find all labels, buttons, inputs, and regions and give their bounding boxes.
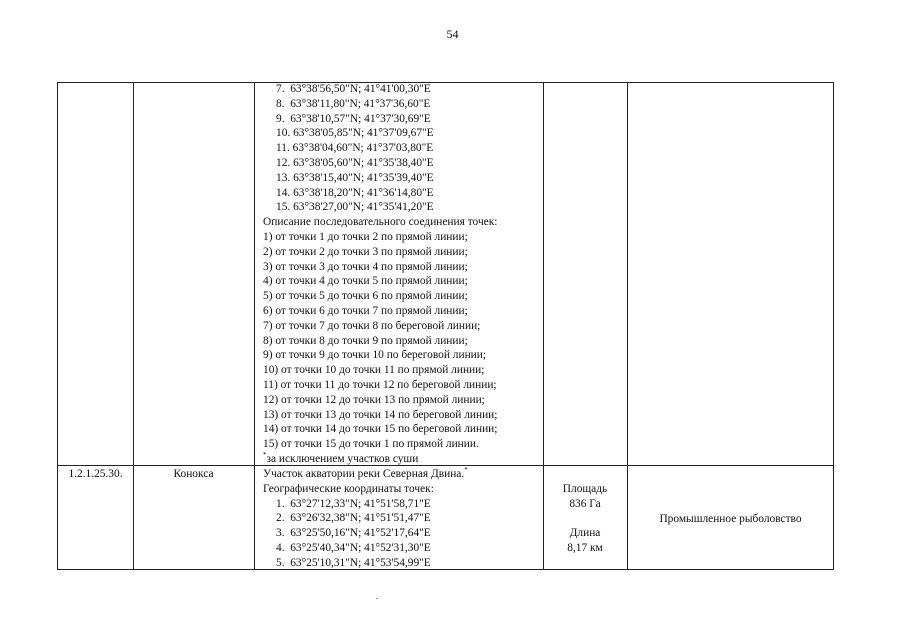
connection-line: 1) от точки 1 до точки 2 по прямой линии;: [263, 230, 468, 243]
connection-line: 9) от точки 9 до точки 10 по береговой линии;: [263, 349, 487, 362]
footnote-text: за исключением участков суши: [266, 452, 419, 465]
column-divider: [133, 83, 134, 569]
area-value: 836 Га: [569, 497, 601, 510]
coords-title: Географические координаты точек:: [263, 482, 434, 495]
length-value: 8,17 км: [567, 542, 603, 555]
coordinate-line: 2. 63°26'32,38"N; 41°51'51,47"E: [276, 512, 431, 525]
connection-line: 5) от точки 5 до точки 6 по прямой линии;: [263, 290, 468, 303]
length-label: Длина: [569, 527, 601, 540]
connection-line: 12) от точки 12 до точки 13 по прямой линии;: [263, 393, 485, 406]
coordinate-line: 1. 63°27'12,33"N; 41°51'58,71"E: [276, 497, 431, 510]
description-title: Описание последовательного соединения точек:: [263, 216, 498, 229]
scan-speck: [376, 598, 378, 599]
coordinate-line: 15. 63°38'27,00"N; 41°35'41,20"E: [276, 201, 434, 214]
connection-line: 14) от точки 14 до точки 15 по береговой линии;: [263, 423, 498, 436]
connection-line: 6) от точки 6 до точки 7 по прямой линии;: [263, 304, 468, 317]
connection-line: 13) от точки 13 до точки 14 по береговой линии;: [263, 408, 498, 421]
connection-line: 10) от точки 10 до точки 11 по прямой линии;: [263, 364, 485, 377]
coordinate-line: 9. 63°38'10,57"N; 41°37'30,69"E: [276, 112, 431, 125]
row2-description-cell: [263, 467, 468, 571]
area-title-mark: *: [464, 466, 468, 475]
row2-usage: Промышленное рыболовство: [659, 513, 802, 525]
coordinate-line: 3. 63°25'50,16"N; 41°52'17,64"E: [276, 527, 431, 540]
coordinate-line: 10. 63°38'05,85"N; 41°37'09,67"E: [276, 127, 434, 140]
coordinate-line: 13. 63°38'15,40"N; 41°35'39,40"E: [276, 171, 434, 184]
coordinate-line: 5. 63°25'10,31"N; 41°53'54,99"E: [276, 556, 431, 569]
regulation-table: [57, 82, 834, 570]
connection-line: 11) от точки 11 до точки 12 по береговой линии;: [263, 378, 497, 391]
column-divider: [627, 83, 628, 569]
coordinate-line: 8. 63°38'11,80"N; 41°37'36,60"E: [276, 97, 431, 110]
row2-number: 1.2.1.25.30.: [68, 468, 123, 480]
column-divider: [254, 83, 255, 569]
footnote-mark: *: [263, 451, 267, 460]
row1-description-cell: [263, 82, 497, 467]
connection-line: 3) от точки 3 до точки 4 по прямой линии;: [263, 260, 468, 273]
coordinate-line: 4. 63°25'40,34"N; 41°52'31,30"E: [276, 541, 431, 554]
row2-name: Конокса: [173, 468, 214, 480]
connection-line: 15) от точки 15 до точки 1 по прямой линии.: [263, 438, 479, 451]
footnote: [263, 452, 497, 467]
connection-line: 2) от точки 2 до точки 3 по прямой линии;: [263, 245, 468, 258]
connection-line: 4) от точки 4 до точки 5 по прямой линии;: [263, 275, 468, 288]
connection-line: 8) от точки 8 до точки 9 по прямой линии;: [263, 334, 468, 347]
connection-line: 7) от точки 7 до точки 8 по береговой линии;: [263, 319, 481, 332]
coordinate-line: 11. 63°38'04,60"N; 41°37'03,80"E: [276, 142, 434, 155]
coordinate-line: 12. 63°38'05,60"N; 41°35'38,40"E: [276, 156, 434, 169]
page-number: 54: [446, 27, 459, 41]
area-title: Участок акватории реки Северная Двина.*: [263, 466, 468, 480]
coordinate-line: 14. 63°38'18,20"N; 41°36'14,80"E: [276, 186, 434, 199]
coordinate-line: 7. 63°38'56,50"N; 41°41'00,30"E: [276, 83, 431, 95]
area-label: Площадь: [562, 483, 608, 495]
row2-metrics-cell: [543, 482, 627, 556]
